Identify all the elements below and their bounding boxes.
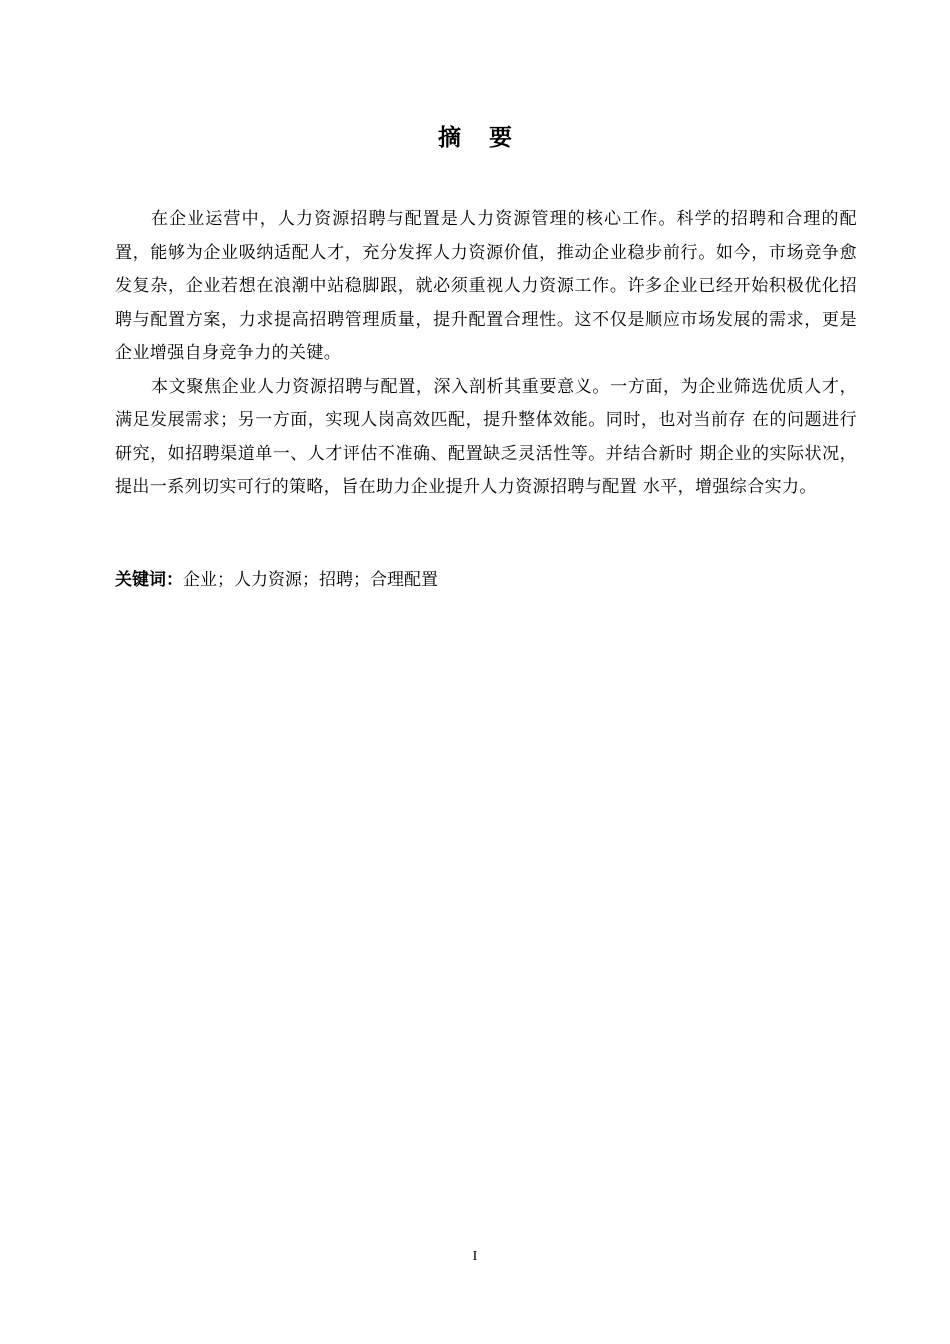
keywords-label: 关键词： xyxy=(115,570,183,590)
abstract-paragraph-1: 在企业运营中，人力资源招聘与配置是人力资源管理的核心工作。科学的招聘和合理的配置，能够为企业吸纳适配人才，充分发挥人力资源价值，推动企业稳步前行。如今，市场竞争愈发复杂，企业若想在浪潮中站稳脚跟，就必须重视人力资源工作。许多企业已经开始积极优化招聘与配置方案，力求提高招聘管理质量，提升配置合理性。这不仅是顺应市场发展的需求，更是企业增强自身竞争力的关键。 xyxy=(115,209,857,363)
keywords-value: 企业；人力资源；招聘；合理配置 xyxy=(183,570,438,590)
abstract-paragraph-2: 本文聚焦企业人力资源招聘与配置，深入剖析其重要意义。一方面，为企业筛选优质人才，满足发展需求；另一方面，实现人岗高效匹配，提升整体效能。同时，也对当前存 在的问题进行研究，如招聘渠道单一、人才评估不准确、配置缺乏灵活性等。并结合新时 期企业的实际状况，提出一系列切实可行的策略，旨在助力企业提升人力资源招聘与配置 水平，增强综合实力。 xyxy=(115,376,857,497)
page-title: 摘要 xyxy=(438,125,540,151)
abstract-body xyxy=(115,203,857,505)
keywords-line xyxy=(115,566,438,594)
page-number: I xyxy=(472,1249,478,1264)
